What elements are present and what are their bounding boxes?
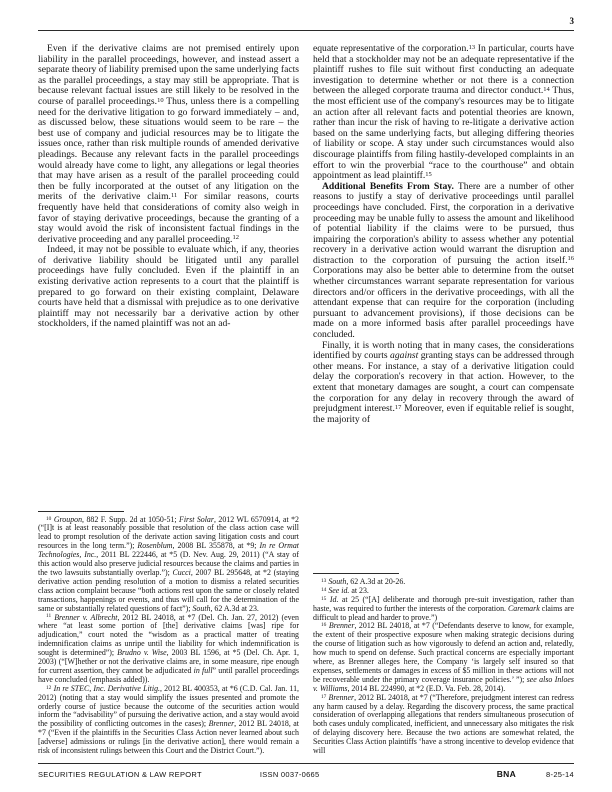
column-footnotes [313, 578, 574, 756]
footer-publication: SECURITIES REGULATION & LAW REPORT [38, 770, 202, 779]
column-body [38, 44, 299, 330]
column-footnotes [38, 516, 299, 756]
column-body [313, 44, 574, 425]
footnotes-section [313, 565, 574, 756]
footnote: $^{12}$ In re STEC, Inc. Derivative Litig., 2012 BL 400353, at *6 (C.D. Cal. Jan. 11, 2012) (noting that a stay would simplify the issues presented and promote the orderly course of justice because the outcome of the securities action would inform the “advisability” of pursuing the derivative action, and a stay would avoid the possibility of conflicting outcomes in the cases); Brenner, 2012 BL 24018, at *7 (“Even if the plaintiffs in the Securities Class Action never learned about such [adverse] admissions or rulings [in the derivative action], there would remain a risk of inconsistent rulings between this Court and the District Court.”). [38, 683, 299, 756]
footer-rule [38, 763, 574, 764]
footnotes-section [38, 503, 299, 756]
page-footer [38, 769, 574, 779]
top-rule [38, 30, 574, 31]
footer-right-group [497, 769, 574, 779]
footnote: $^{11}$ Brenner v. Albrecht, 2012 BL 24018, at *7 (Del. Ch. Jan. 27, 2012) (even where “at least some portion of [the] derivative claims [was] ripe for adjudication,” court noted the “wisdom as a practical matter of treating indemnification claims as unripe until the liability for which indemnification is sought is determined”); Brudno v. Wise, 2003 BL 1596, at *5 (Del. Ch. Apr. 1, 2003) (“[W]hether or not the derivative claims are, in some measure, ripe enough for current assertion, they cannot be adjudicated in full” until parallel proceedings have concluded (emphasis added)). [38, 612, 299, 684]
footer-date: 8-25-14 [546, 770, 574, 779]
paragraph: Additional Benefits From Stay. There are a number of other reasons to justify a stay of derivative proceedings until parallel proceedings have concluded. First, the corporation in a derivative proceeding may be unable fully to assess the amount and likelihood of potential liability if the claims were to be pursued, thus impairing the corporation's ability to assess whether any potential recovery in a derivative action would warrant the disruption and distraction to the corporation of pursuing the action itself.$^{16}$ Corporations may also be better able to determine from the outset whether circumstances warrant separate representation for various directors and/or officers in the derivative proceedings, with all the attendant expense that can require for the corporation (including pursuant to advancement provisions), if those decisions can be made on a more informed basis after parallel proceedings have concluded. [313, 180, 574, 341]
paragraph: equate representative of the corporation.$^{13}$ In particular, courts have held that a stockholder may not be an adequate representative if the plaintiff rushes to file suit without first conducting an adequate investigation to determine whether or not there is a connection between the alleged corporate trauma and director conduct.$^{14}$ Thus, the most efficient use of the company's resources may be to litigate an action after all relevant facts and potential theories are known, rather than incur the risk of having to re-litigate a derivative action based on the same underlying facts, but alleging differing theories of liability or scope. A stay under such circumstances would also discourage plaintiffs from filing hastily-developed complaints in an effort to win the proverbial “race to the courthouse” and obtain appointment as lead plaintiff.$^{15}$ [313, 44, 574, 182]
paragraph: Finally, it is worth noting that in many cases, the considerations identified by courts against granting stays can be addressed through other means. For instance, a stay of a derivative litigation could delay the corporation's recovery in that action. However, to the extent that monetary damages are sought, a court can compensate the corporation for any delay in recovery through the award of prejudgment interest.$^{17}$ Moreover, even if equitable relief is sought, the majority of [313, 339, 574, 425]
footnote-separator [313, 573, 399, 574]
footnote: $^{17}$ Brenner, 2012 BL 24018, at *7 (“Therefore, prejudgment interest can redress any harm caused by a delay. Regarding the discovery process, the same practical consideration of overlapping allegations that renders simultaneous prosecution of both cases unduly complicated, inefficient, and unnecessary also mitigates the risk of delaying discovery here. Because the two actions are somewhat related, the Securities Class Action plaintiffs ‘have a strong incentive to develop evidence that will [313, 692, 574, 756]
footnote: $^{13}$ South, 62 A.3d at 20-26. [321, 576, 406, 586]
page-content [38, 44, 574, 756]
footnote: $^{10}$ Groupon, 882 F. Supp. 2d at 1050-51; First Solar, 2012 WL 6570914, at *2 (“[I]t is at least reasonably possible that resolution of the class action case will lead to prompt resolution of the derivate action saving litigation costs and court resources in the long term.”); Rosenblum, 2008 BL 355878, at *9; In re Ormat Technologies, Inc., 2011 BL 222446, at *5 (D. Nev. Aug. 29, 2011) (“A stay of this action would also preserve judicial resources because the claims and parties in the two lawsuits substantially overlap.”); Cucci, 2007 BL 295648, at *2 (staying derivative action pending resolution of a motion to dismiss a related securities class action complaint because “both actions rest upon the same or closely related transactions, happenings or events, and thus will call for the determination of the same or substantially related questions of fact”); South, 62 A.3d at 23. [38, 514, 299, 613]
paragraph: Indeed, it may not be possible to evaluate which, if any, theories of derivative liability should be litigated until any parallel proceedings have fully concluded. Even if the plaintiff in an existing derivative action represents to a court that the plaintiff is prepared to go forward on their existing complaint, Delaware courts have held that a dismissal with prejudice as to one derivative plaintiff may not necessarily bar a derivative action by other stockholders, if the named plaintiff was not an ad- [38, 244, 299, 330]
right-column [313, 44, 574, 756]
footer-issn: ISSN 0037-0665 [259, 770, 320, 779]
footnote: $^{16}$ Brenner, 2012 BL 24018, at *7 (“Defendants deserve to know, for example, the extent of their prospective exposure when making strategic decisions during the course of litigation such as how vigorously to defend an action and, relatedly, how much to spend on defense. Such practical concerns are especially important where, as Brenner alleges here, the Company ‘is largely self insured so that expenses, settlements or damages in excess of $5 million in these actions will not be recoverable under the primary coverage insurance policies.’ ”); see also Inloes v. Williams, 2014 BL 224990, at *2 (E.D. Va. Feb. 28, 2014). [313, 621, 574, 693]
page-number: 3 [569, 16, 574, 26]
footnote: $^{14}$ See id. at 23. [321, 585, 369, 595]
footnote-separator [38, 511, 124, 512]
paragraph: Even if the derivative claims are not premised entirely upon liability in the parallel proceedings, however, and instead assert a separate theory of liability premised upon the same underlying facts as the parallel proceedings, a stay may still be appropriate. That is because relevant factual issues are still likely to be resolved in the course of parallel proceedings.$^{10}$ Thus, unless there is a compelling need for the derivative litigation to go forward immediately – and, as discussed below, these situations would seem to be rare – the best use of company and judicial resources may be to litigate the issues once, rather than risk multiple rounds of amended derivative pleadings. Because any relevant facts in the parallel proceedings would already have come to light, any allegations or legal theories that may have arisen as a result of the parallel proceeding could then be fully incorporated at the outset of any litigation on the merits of the derivative claim.$^{11}$ For similar reasons, courts frequently have held that considerations of comity also weigh in favor of staying derivative proceedings, because the granting of a stay would avoid the risk of inconsistent factual findings in the derivative proceeding and any parallel proceeding.$^{12}$ [38, 44, 299, 245]
footnote: $^{15}$ Id. at 25 (“[A] deliberate and thorough pre-suit investigation, rather than haste, was required to further the interests of the corporation. Caremark claims are difficult to plead and harder to prove.”) [313, 594, 574, 622]
footer-brand: BNA [496, 769, 517, 779]
left-column [38, 44, 299, 756]
